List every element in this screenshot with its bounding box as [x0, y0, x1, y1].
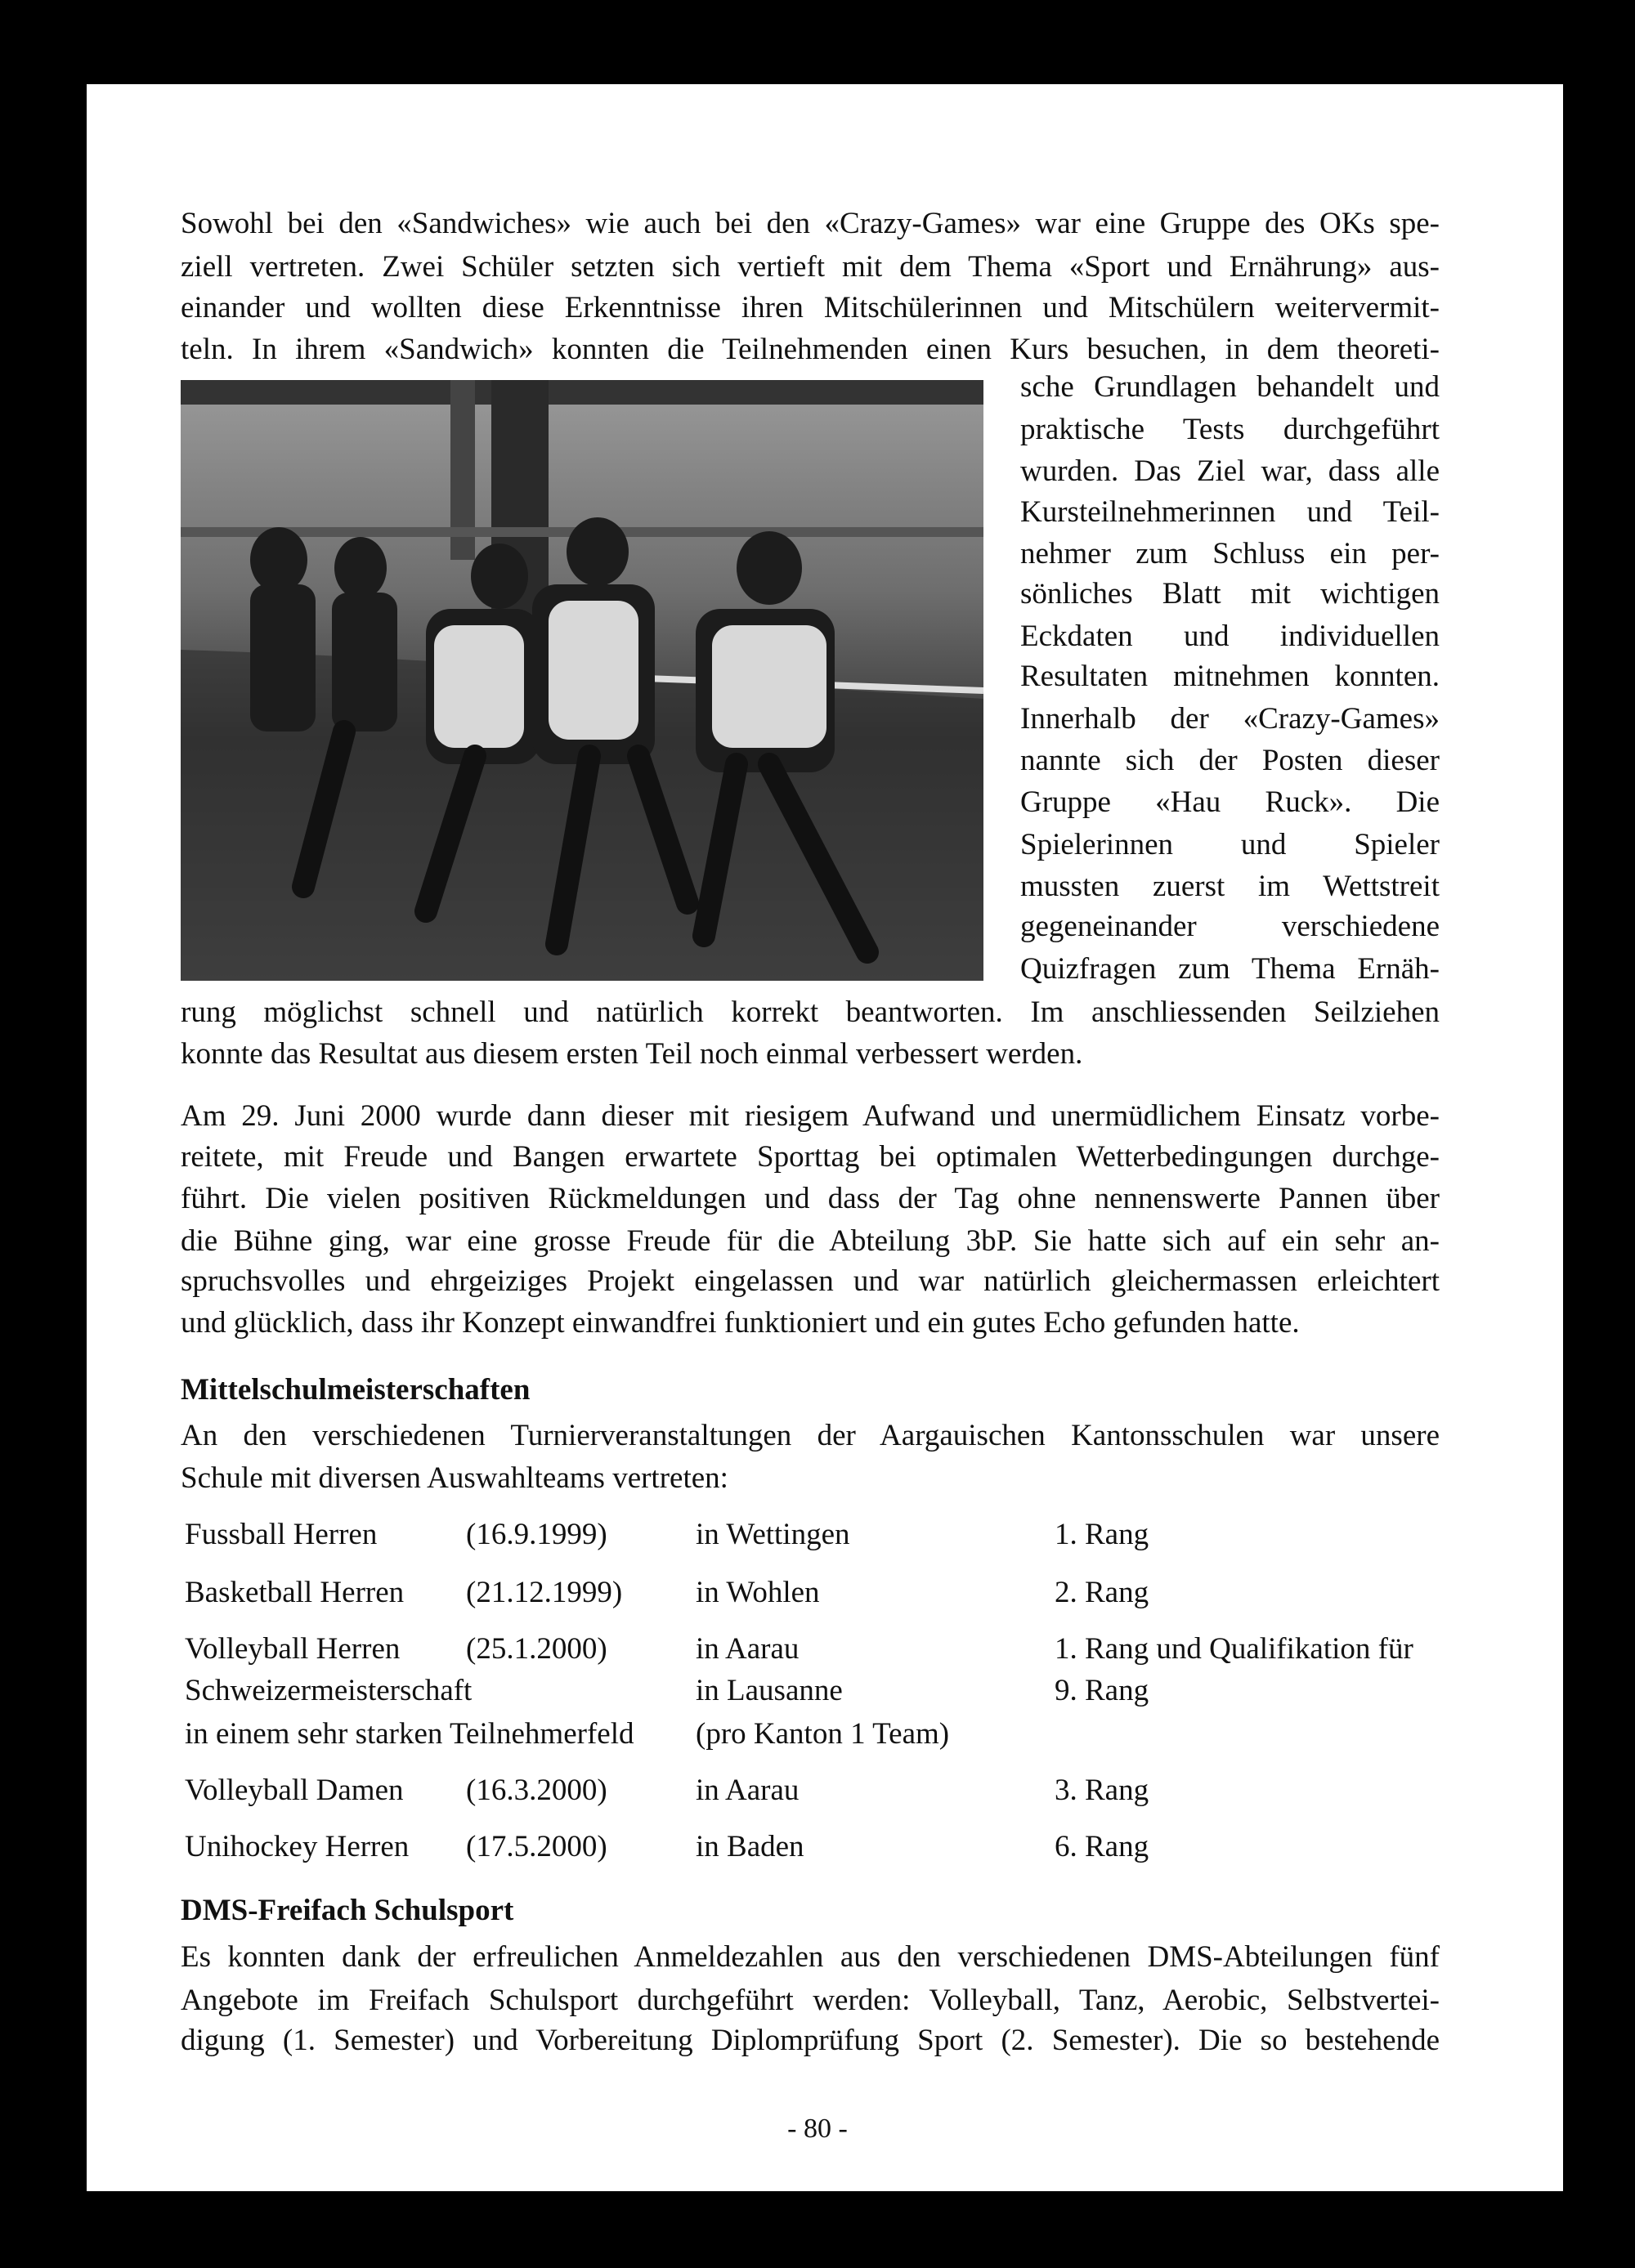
result-location: (pro Kanton 1 Team) — [696, 1717, 950, 1751]
tug-of-war-photo — [181, 380, 983, 981]
text-line: ziell vertreten. Zwei Schüler setzten sich vertieft mit dem Thema «Sport und Ernährung» aus- — [181, 250, 1440, 284]
result-rank: 3. Rang — [1055, 1774, 1149, 1807]
result-sport: in einem sehr starken Teilnehmerfeld — [185, 1717, 634, 1751]
text-line: konnte das Resultat aus diesem ersten Teil noch einmal verbessert werden. — [181, 1037, 1083, 1071]
text-line: Gruppe «Hau Ruck». Die — [1020, 785, 1440, 819]
text-line: Eckdaten und individuellen — [1020, 620, 1440, 653]
result-date: (21.12.1999) — [466, 1576, 623, 1609]
text-line: spruchsvolles und ehrgeiziges Projekt eingelassen und war natürlich gleichermassen erleichtert — [181, 1264, 1440, 1298]
text-line: digung (1. Semester) und Vorbereitung Diplomprüfung Sport (2. Semester). Die so bestehende — [181, 2024, 1440, 2057]
result-rank: 1. Rang — [1055, 1518, 1149, 1551]
text-line: rung möglichst schnell und natürlich korrekt beantworten. Im anschliessenden Seilziehen — [181, 995, 1440, 1029]
result-rank: 2. Rang — [1055, 1576, 1149, 1609]
text-line: Kursteilnehmerinnen und Teil- — [1020, 495, 1440, 529]
text-line: mussten zuerst im Wettstreit — [1020, 870, 1440, 903]
result-sport: Volleyball Damen — [185, 1774, 404, 1807]
text-line: Resultaten mitnehmen konnten. — [1020, 660, 1440, 693]
result-sport: Unihockey Herren — [185, 1830, 410, 1863]
result-location: in Wettingen — [696, 1518, 850, 1551]
result-date: (17.5.2000) — [466, 1830, 607, 1863]
text-line: einander und wollten diese Erkenntnisse ihren Mitschülerinnen und Mitschülern weitervermit- — [181, 291, 1440, 324]
text-line: teln. In ihrem «Sandwich» konnten die Teilnehmenden einen Kurs besuchen, in dem theoreti- — [181, 333, 1440, 366]
result-location: in Baden — [696, 1830, 804, 1863]
section-heading: Mittelschulmeisterschaften — [181, 1373, 531, 1407]
text-line: nehmer zum Schluss ein per- — [1020, 537, 1440, 570]
result-sport: Schweizermeisterschaft — [185, 1674, 473, 1707]
result-sport: Volleyball Herren — [185, 1632, 401, 1666]
text-line: Schule mit diversen Auswahlteams vertreten: — [181, 1461, 728, 1495]
result-sport: Basketball Herren — [185, 1576, 405, 1609]
text-line: sche Grundlagen behandelt und — [1020, 370, 1440, 404]
result-sport: Fussball Herren — [185, 1518, 378, 1551]
result-rank: 6. Rang — [1055, 1830, 1149, 1863]
text-line: gegeneinander verschiedene — [1020, 910, 1440, 943]
text-line: Quizfragen zum Thema Ernäh- — [1020, 952, 1440, 986]
page-number: - 80 - — [787, 2114, 848, 2144]
result-date: (16.3.2000) — [466, 1774, 607, 1807]
text-line: Innerhalb der «Crazy-Games» — [1020, 702, 1440, 736]
text-line: An den verschiedenen Turnierveranstaltungen der Aargauischen Kantonsschulen war unsere — [181, 1419, 1440, 1452]
text-line: die Bühne ging, war eine grosse Freude für die Abteilung 3bP. Sie hatte sich auf ein sehr an- — [181, 1224, 1440, 1258]
text-line: Angebote im Freifach Schulsport durchgeführt werden: Volleyball, Tanz, Aerobic, Selbstvertei- — [181, 1984, 1440, 2017]
result-date: (25.1.2000) — [466, 1632, 607, 1666]
text-line: praktische Tests durchgeführt — [1020, 413, 1440, 446]
text-line: sönliches Blatt mit wichtigen — [1020, 577, 1440, 611]
text-line: nannte sich der Posten dieser — [1020, 744, 1440, 777]
text-line: Es konnten dank der erfreulichen Anmeldezahlen aus den verschiedenen DMS-Abteilungen fünf — [181, 1940, 1440, 1974]
text-line: wurden. Das Ziel war, dass alle — [1020, 454, 1440, 488]
result-rank: 9. Rang — [1055, 1674, 1149, 1707]
result-date: (16.9.1999) — [466, 1518, 607, 1551]
text-line: Am 29. Juni 2000 wurde dann dieser mit riesigem Aufwand und unermüdlichem Einsatz vorbe- — [181, 1099, 1440, 1133]
text-line: Spielerinnen und Spieler — [1020, 828, 1440, 861]
result-rank: 1. Rang und Qualifikation für — [1055, 1632, 1413, 1666]
section-heading: DMS-Freifach Schulsport — [181, 1894, 514, 1927]
text-line: und glücklich, dass ihr Konzept einwandfrei funktioniert und ein gutes Echo gefunden hatte. — [181, 1306, 1300, 1340]
result-location: in Aarau — [696, 1632, 800, 1666]
result-location: in Wohlen — [696, 1576, 820, 1609]
text-line: Sowohl bei den «Sandwiches» wie auch bei den «Crazy-Games» war eine Gruppe des OKs spe- — [181, 207, 1440, 240]
result-location: in Aarau — [696, 1774, 800, 1807]
text-line: führt. Die vielen positiven Rückmeldungen und dass der Tag ohne nennenswerte Pannen über — [181, 1182, 1440, 1215]
text-line: reitete, mit Freude und Bangen erwartete Sporttag bei optimalen Wetterbedingungen durchge- — [181, 1140, 1440, 1174]
result-location: in Lausanne — [696, 1674, 843, 1707]
